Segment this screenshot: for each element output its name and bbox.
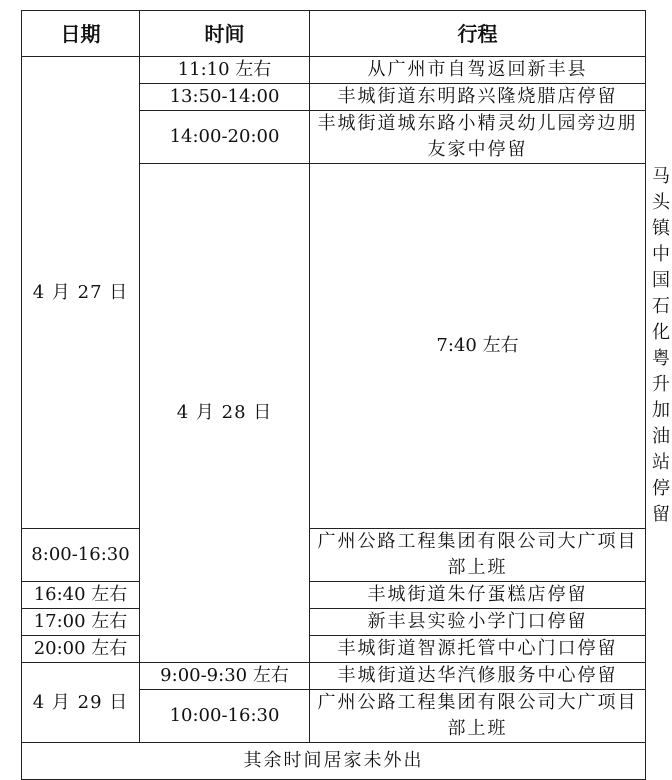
table-row [22,609,646,636]
header-row [22,11,646,57]
table-row [22,57,646,84]
date-cell: 4 月 27 日 [22,57,140,529]
itinerary-table [21,10,672,780]
table-row [22,636,646,663]
time-cell: 14:00-20:00 [140,111,310,164]
date-cell: 4 月 29 日 [22,663,140,743]
itinerary-cell: 广州公路工程集团有限公司大广项目部上班 [310,529,646,582]
itinerary-cell: 丰城街道智源托管中心门口停留 [310,636,646,663]
time-cell: 11:10 左右 [140,57,310,84]
time-cell: 17:00 左右 [22,609,140,636]
header-date: 日期 [22,11,140,57]
header-time: 时间 [140,11,310,57]
itinerary-cell: 从广州市自驾返回新丰县 [310,57,646,84]
table-row [22,663,646,690]
itinerary-cell: 新丰县实验小学门口停留 [310,609,646,636]
footer-note: 其余时间居家未外出 [22,743,646,780]
itinerary-cell: 广州公路工程集团有限公司大广项目部上班 [310,690,646,743]
time-cell: 8:00-16:30 [22,529,140,582]
itinerary-cell: 丰城街道东明路兴隆烧腊店停留 [310,84,646,111]
header-itinerary: 行程 [310,11,646,57]
time-cell: 10:00-16:30 [140,690,310,743]
itinerary-cell: 丰城街道朱仔蛋糕店停留 [310,582,646,609]
table-row: 4 月 28 日 7:40 左右 马头镇中国石化粤升加油站停留 [22,164,646,529]
time-cell: 20:00 左右 [22,636,140,663]
time-cell: 7:40 左右 [310,164,646,529]
itinerary-cell: 丰城街道城东路小精灵幼儿园旁边朋友家中停留 [310,111,646,164]
time-cell: 13:50-14:00 [140,84,310,111]
time-cell: 9:00-9:30 左右 [140,663,310,690]
footer-row [22,743,646,780]
table-row [22,582,646,609]
table-row [22,529,646,582]
time-cell: 16:40 左右 [22,582,140,609]
date-cell: 4 月 28 日 [140,164,310,663]
itinerary-cell: 丰城街道达华汽修服务中心停留 [310,663,646,690]
